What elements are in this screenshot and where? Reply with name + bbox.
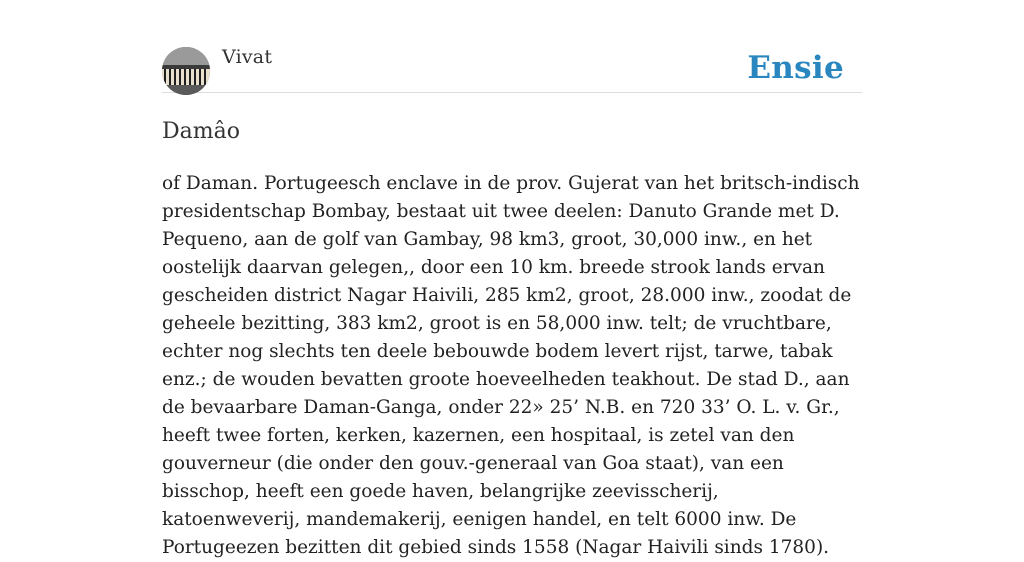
author-avatar[interactable]: [162, 47, 210, 95]
entry-title: Damâo: [162, 119, 240, 144]
avatar-image: [162, 47, 210, 95]
brand-logo[interactable]: Ensie: [747, 50, 844, 86]
page: [162, 0, 862, 562]
header: [162, 0, 862, 93]
author-name[interactable]: Vivat: [222, 46, 273, 68]
entry-text: of Daman. Portugeesch enclave in de prov. Gujerat van het britsch-indisch presidentschap Bombay, bestaat uit twee deelen: Danuto Grande met D. Pequeno, aan de golf van Gambay, 98 km3, groot, 30,000 inw., en het oostelijk daarvan gelegen,, door een 10 km. breede strook lands ervan gescheiden district Nagar Haivili, 285 km2, groot, 28.000 inw., zoodat de geheele bezitting, 383 km2, groot is en 58,000 inw. telt; de vruchtbare, echter nog slechts ten deele bebouwde bodem levert rijst, tarwe, tabak enz.; de wouden bevatten groote hoeveelheden teakhout. De stad D., aan de bevaarbare Daman-Ganga, onder 22» 25’ N.B. en 720 33’ O. L. v. Gr., heeft twee forten, kerken, kazernen, een hospitaal, is zetel van den gouverneur (die onder den gouv.-generaal van Goa staat), van een bisschop, heeft een goede haven, belangrijke zeevisscherij, katoenweverij, mandemakerij, eenigen handel, en telt 6000 inw. De Portugeezen bezitten dit gebied sinds 1558 (Nagar Haivili sinds 1780).: [162, 173, 860, 558]
